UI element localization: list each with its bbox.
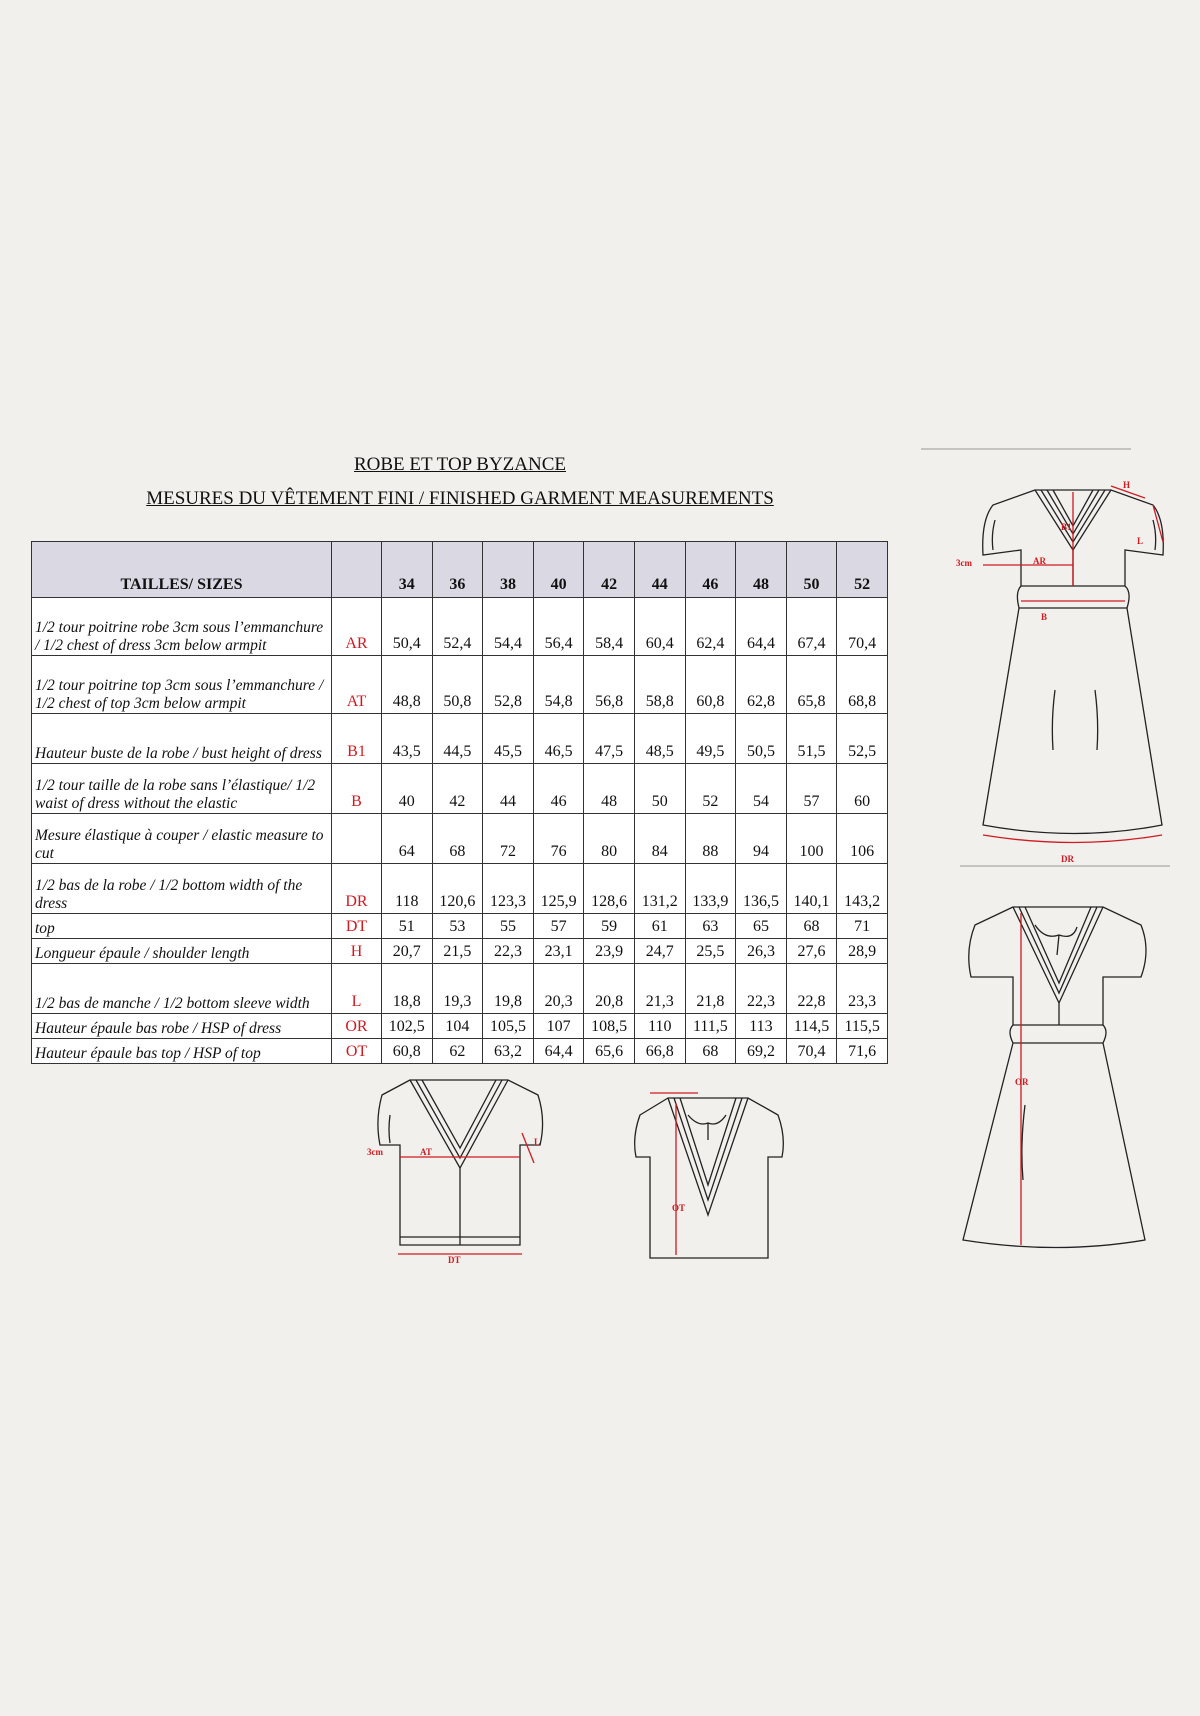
measurement-description: Hauteur épaule bas top / HSP of top: [32, 1039, 332, 1064]
measurement-value: 113: [736, 1014, 787, 1039]
measurement-value: 52,5: [837, 714, 888, 764]
measurement-value: 20,3: [533, 964, 584, 1014]
measurement-value: 19,3: [432, 964, 483, 1014]
measurement-value: 56,8: [584, 656, 635, 714]
measurement-row: [32, 939, 888, 964]
measurement-value: 44: [483, 764, 534, 814]
measurement-value: 114,5: [786, 1014, 837, 1039]
size-header: 38: [483, 542, 534, 598]
label-DT: DT: [448, 1255, 461, 1265]
measurement-value: 64: [382, 814, 433, 864]
measurement-value: 18,8: [382, 964, 433, 1014]
measurement-value: 110: [634, 1014, 685, 1039]
measurement-value: 94: [736, 814, 787, 864]
size-header: 44: [634, 542, 685, 598]
measurement-value: 55: [483, 914, 534, 939]
measurement-value: 125,9: [533, 864, 584, 914]
measurement-value: 21,3: [634, 964, 685, 1014]
size-header: 50: [786, 542, 837, 598]
measurement-value: 65: [736, 914, 787, 939]
measurement-value: 21,5: [432, 939, 483, 964]
label-H: H: [1123, 480, 1131, 490]
measurement-value: 46: [533, 764, 584, 814]
measurement-value: 71: [837, 914, 888, 939]
measurement-value: 76: [533, 814, 584, 864]
label-3cm: 3cm: [956, 558, 972, 568]
measurement-value: 43,5: [382, 714, 433, 764]
measurement-value: 62,4: [685, 598, 736, 656]
measurement-code: B1: [332, 714, 382, 764]
measurement-value: 118: [382, 864, 433, 914]
measurement-description: 1/2 tour poitrine robe 3cm sous l’emmanchure / 1/2 chest of dress 3cm below armpit: [32, 598, 332, 656]
measurement-value: 102,5: [382, 1014, 433, 1039]
measurement-row: [32, 1039, 888, 1064]
measurement-value: 20,8: [584, 964, 635, 1014]
measurement-value: 23,1: [533, 939, 584, 964]
measurement-value: 22,3: [736, 964, 787, 1014]
label-top-3cm: 3cm: [367, 1147, 383, 1157]
measurement-value: 47,5: [584, 714, 635, 764]
measurement-value: 72: [483, 814, 534, 864]
measurement-value: 100: [786, 814, 837, 864]
measurement-code: [332, 814, 382, 864]
measurement-value: 50: [634, 764, 685, 814]
label-AR: AR: [1033, 556, 1046, 566]
measurement-value: 58,4: [584, 598, 635, 656]
measurement-value: 27,6: [786, 939, 837, 964]
measurement-value: 68: [432, 814, 483, 864]
measurement-value: 54,8: [533, 656, 584, 714]
measurement-code: AT: [332, 656, 382, 714]
measurement-value: 22,8: [786, 964, 837, 1014]
measurement-value: 48,8: [382, 656, 433, 714]
measurement-value: 62,8: [736, 656, 787, 714]
measurement-value: 50,8: [432, 656, 483, 714]
measurement-value: 71,6: [837, 1039, 888, 1064]
measurement-value: 44,5: [432, 714, 483, 764]
measurement-row: [32, 764, 888, 814]
measurement-value: 56,4: [533, 598, 584, 656]
label-L: L: [1137, 536, 1144, 546]
measurement-value: 58,8: [634, 656, 685, 714]
top-back-figure: [628, 1095, 798, 1265]
measurement-value: 68,8: [837, 656, 888, 714]
measurement-value: 19,8: [483, 964, 534, 1014]
top-front-figure: [367, 1075, 545, 1275]
measurement-description: Hauteur buste de la robe / bust height of dress: [32, 714, 332, 764]
measurement-code: L: [332, 964, 382, 1014]
measurement-value: 42: [432, 764, 483, 814]
measurement-value: 22,3: [483, 939, 534, 964]
size-header: 52: [837, 542, 888, 598]
measurement-description: Mesure élastique à couper / elastic measure to cut: [32, 814, 332, 864]
dress-front-figure: [956, 480, 1175, 865]
measurement-value: 60,4: [634, 598, 685, 656]
measurement-value: 24,7: [634, 939, 685, 964]
measurement-value: 136,5: [736, 864, 787, 914]
measurement-value: 70,4: [837, 598, 888, 656]
measurement-value: 48: [584, 764, 635, 814]
measurement-row: [32, 656, 888, 714]
measurement-row: [32, 714, 888, 764]
measurement-value: 62: [432, 1039, 483, 1064]
measurement-value: 48,5: [634, 714, 685, 764]
measurement-value: 140,1: [786, 864, 837, 914]
measurement-value: 51: [382, 914, 433, 939]
measurement-code: B: [332, 764, 382, 814]
measurement-value: 80: [584, 814, 635, 864]
measurement-value: 25,5: [685, 939, 736, 964]
measurement-value: 128,6: [584, 864, 635, 914]
measurement-code: OT: [332, 1039, 382, 1064]
measurement-row: [32, 598, 888, 656]
label-B1: B1: [1061, 522, 1072, 532]
size-header: 34: [382, 542, 433, 598]
label-DR: DR: [1061, 854, 1074, 864]
size-header: 42: [584, 542, 635, 598]
measurement-value: 70,4: [786, 1039, 837, 1064]
measurement-value: 65,6: [584, 1039, 635, 1064]
size-header-row: [32, 542, 888, 598]
measurement-description: Longueur épaule / shoulder length: [32, 939, 332, 964]
measurement-value: 111,5: [685, 1014, 736, 1039]
measurement-value: 46,5: [533, 714, 584, 764]
size-header: 48: [736, 542, 787, 598]
measurement-value: 50,5: [736, 714, 787, 764]
title-block: [0, 448, 920, 516]
measurement-value: 59: [584, 914, 635, 939]
measurement-value: 63,2: [483, 1039, 534, 1064]
measurement-value: 107: [533, 1014, 584, 1039]
measurement-description: 1/2 bas de manche / 1/2 bottom sleeve width: [32, 964, 332, 1014]
measurement-value: 54,4: [483, 598, 534, 656]
measurement-value: 53: [432, 914, 483, 939]
measurement-code: DR: [332, 864, 382, 914]
measurement-value: 66,8: [634, 1039, 685, 1064]
measurement-row: [32, 1014, 888, 1039]
measurement-value: 54: [736, 764, 787, 814]
measurement-value: 104: [432, 1014, 483, 1039]
measurement-value: 106: [837, 814, 888, 864]
measurement-row: [32, 814, 888, 864]
size-header: 40: [533, 542, 584, 598]
measurement-value: 60: [837, 764, 888, 814]
code-header: [332, 542, 382, 598]
measurement-description: 1/2 tour poitrine top 3cm sous l’emmanchure / 1/2 chest of top 3cm below armpit: [32, 656, 332, 714]
measurement-value: 131,2: [634, 864, 685, 914]
measurement-value: 26,3: [736, 939, 787, 964]
measurement-description: 1/2 bas de la robe / 1/2 bottom width of the dress: [32, 864, 332, 914]
measurement-value: 123,3: [483, 864, 534, 914]
measurement-description: 1/2 tour taille de la robe sans l’élastique/ 1/2 waist of dress without the elastic: [32, 764, 332, 814]
measurement-value: 60,8: [685, 656, 736, 714]
measurement-code: OR: [332, 1014, 382, 1039]
measurement-value: 45,5: [483, 714, 534, 764]
measurement-value: 50,4: [382, 598, 433, 656]
measurement-value: 68: [786, 914, 837, 939]
measurement-value: 52: [685, 764, 736, 814]
measurement-value: 23,3: [837, 964, 888, 1014]
measurement-value: 133,9: [685, 864, 736, 914]
measurement-value: 105,5: [483, 1014, 534, 1039]
measurement-row: [32, 964, 888, 1014]
measurement-value: 23,9: [584, 939, 635, 964]
size-table: [31, 541, 888, 1064]
measurement-row: [32, 914, 888, 939]
measurement-value: 21,8: [685, 964, 736, 1014]
measurement-description: Hauteur épaule bas robe / HSP of dress: [32, 1014, 332, 1039]
measurement-value: 65,8: [786, 656, 837, 714]
measurement-value: 51,5: [786, 714, 837, 764]
measurement-value: 120,6: [432, 864, 483, 914]
measurement-value: 63: [685, 914, 736, 939]
measurement-value: 57: [533, 914, 584, 939]
measurement-value: 64,4: [533, 1039, 584, 1064]
page-title: ROBE ET TOP BYZANCE: [353, 454, 566, 475]
dress-back-figure: [965, 905, 1165, 1260]
measurement-value: 88: [685, 814, 736, 864]
label-top-L: L: [534, 1137, 541, 1147]
measurement-value: 28,9: [837, 939, 888, 964]
measurement-value: 49,5: [685, 714, 736, 764]
page-subtitle: MESURES DU VÊTEMENT FINI / FINISHED GARMENT MEASUREMENTS: [146, 488, 774, 509]
measurement-value: 52,8: [483, 656, 534, 714]
measurement-value: 115,5: [837, 1014, 888, 1039]
label-B: B: [1041, 612, 1048, 622]
measurement-value: 67,4: [786, 598, 837, 656]
measurement-value: 108,5: [584, 1014, 635, 1039]
label-OR: OR: [1015, 1077, 1029, 1087]
measurement-value: 60,8: [382, 1039, 433, 1064]
measurement-description: top: [32, 914, 332, 939]
measurement-code: DT: [332, 914, 382, 939]
sizes-header-label: TAILLES/ SIZES: [32, 542, 332, 598]
measurement-value: 68: [685, 1039, 736, 1064]
measurement-row: [32, 864, 888, 914]
measurement-value: 61: [634, 914, 685, 939]
measurement-code: H: [332, 939, 382, 964]
measurement-value: 52,4: [432, 598, 483, 656]
measurement-code: AR: [332, 598, 382, 656]
label-OT: OT: [672, 1203, 686, 1213]
measurement-value: 20,7: [382, 939, 433, 964]
measurement-value: 64,4: [736, 598, 787, 656]
size-header: 46: [685, 542, 736, 598]
measurement-value: 84: [634, 814, 685, 864]
measurement-value: 143,2: [837, 864, 888, 914]
size-header: 36: [432, 542, 483, 598]
label-AT: AT: [420, 1147, 432, 1157]
measurement-value: 40: [382, 764, 433, 814]
measurement-value: 57: [786, 764, 837, 814]
measurement-value: 69,2: [736, 1039, 787, 1064]
